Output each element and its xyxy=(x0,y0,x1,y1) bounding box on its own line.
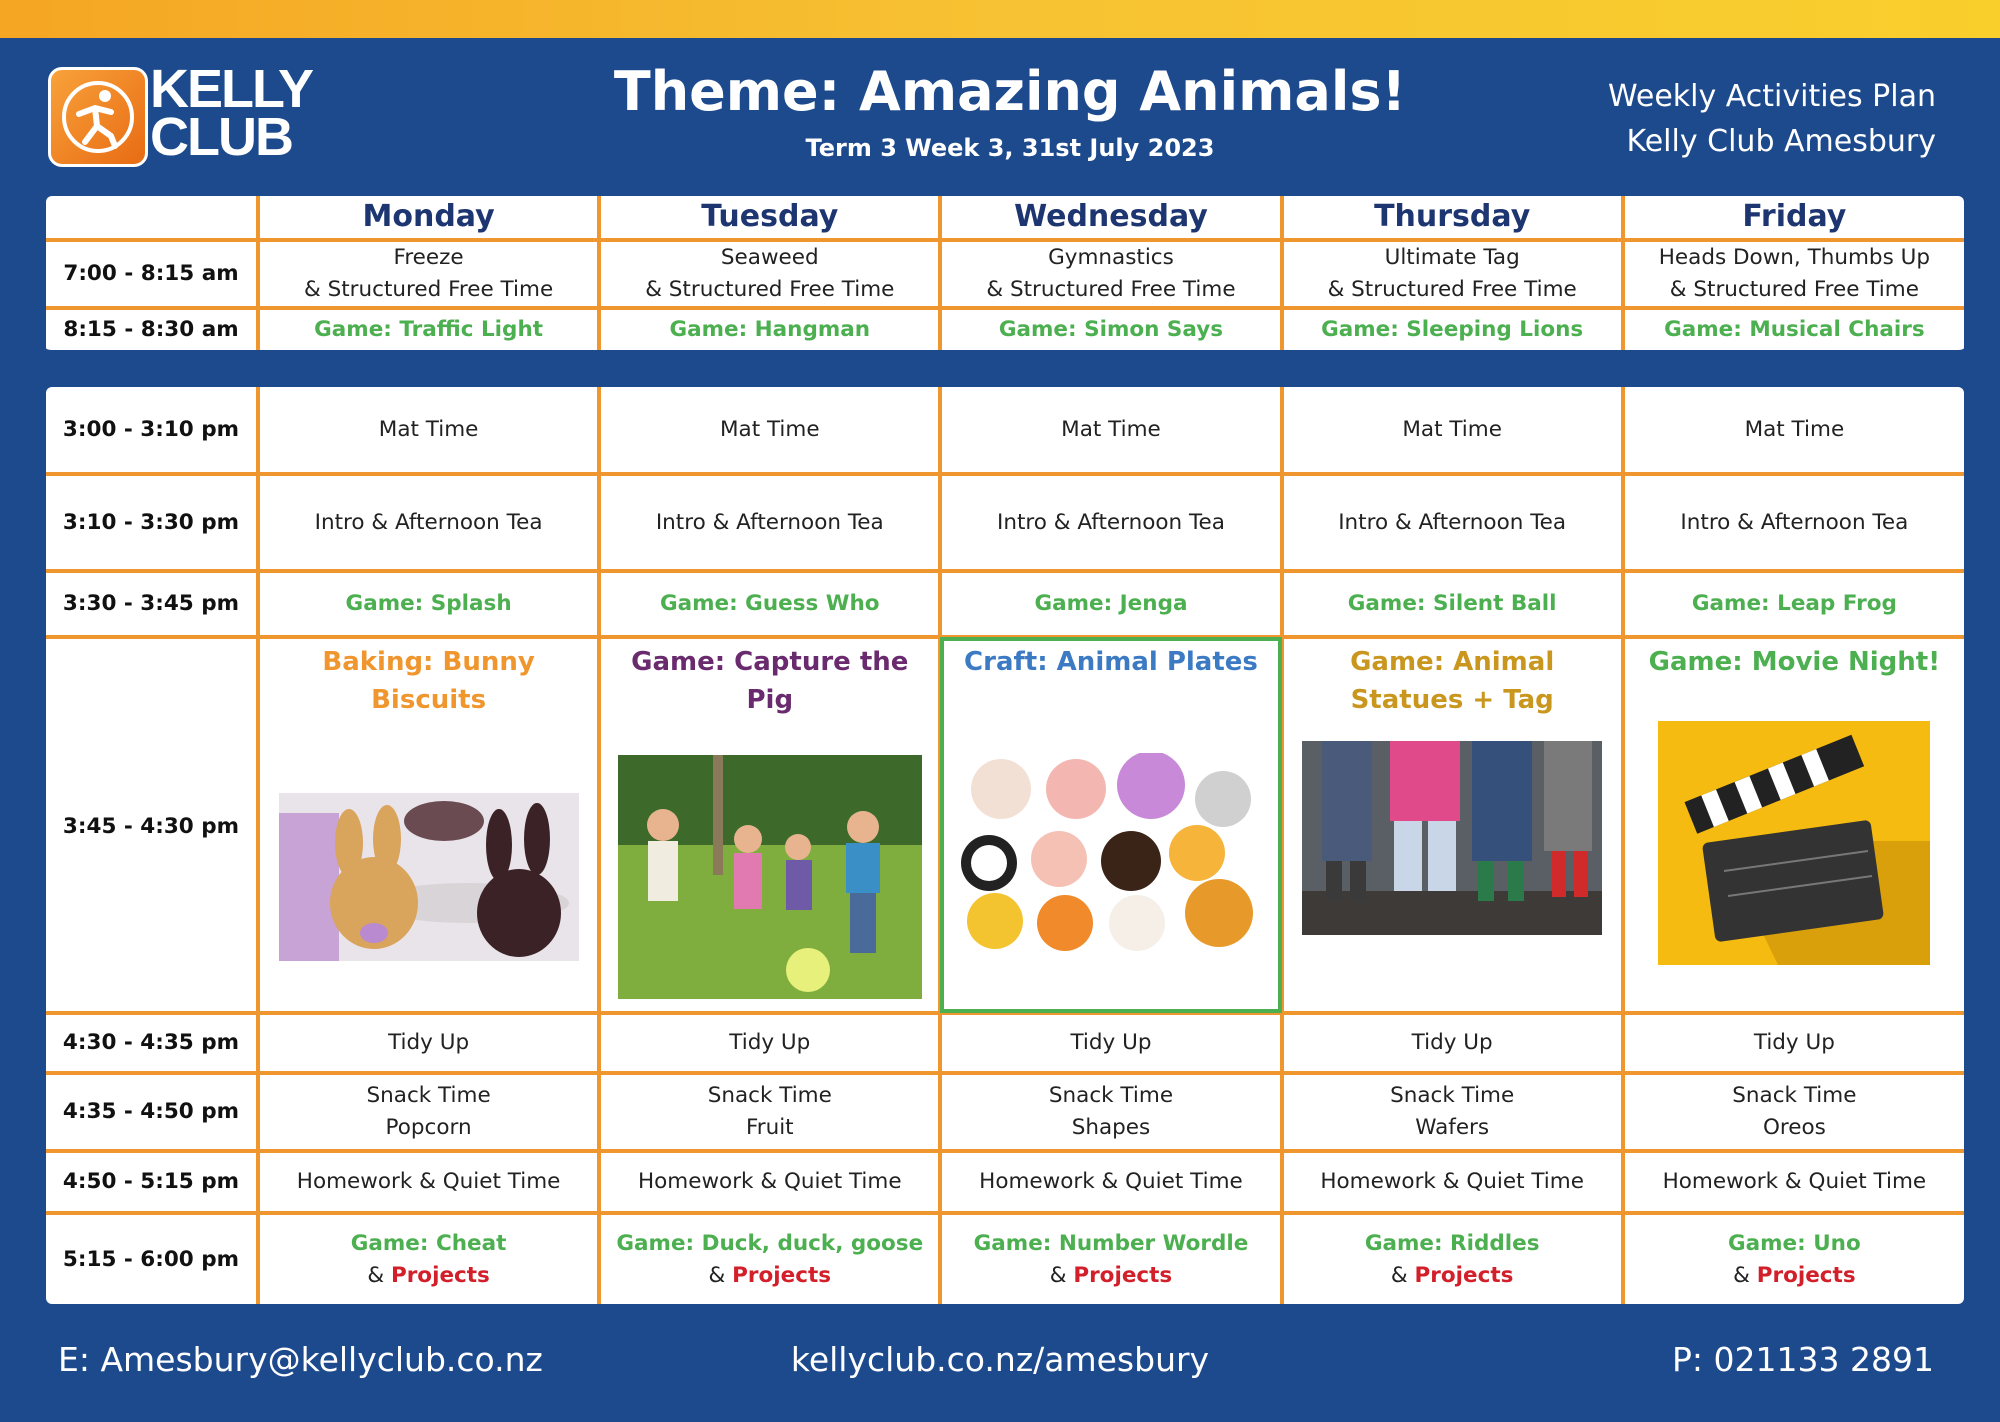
plan-name: Weekly Activities Plan xyxy=(1607,79,1936,114)
clapperboard-image xyxy=(1658,721,1930,965)
activity-cell: Ultimate Tag & Structured Free Time xyxy=(1282,240,1623,308)
activity-cell: Homework & Quiet Time xyxy=(258,1151,599,1213)
children-playing-image xyxy=(618,755,922,999)
activity-cell: Seaweed & Structured Free Time xyxy=(599,240,940,308)
feature-row xyxy=(46,637,1964,1013)
snack-cell: Snack Time Shapes xyxy=(940,1073,1281,1151)
activity-cell: Tidy Up xyxy=(1282,1013,1623,1073)
table-row xyxy=(46,387,1964,474)
snack-cell: Snack Time Oreos xyxy=(1623,1073,1964,1151)
game-cell: Game: Leap Frog xyxy=(1623,571,1964,637)
corner-cell xyxy=(46,196,258,240)
kids-in-boots-image xyxy=(1302,741,1602,935)
animal-plates-image xyxy=(961,753,1261,953)
time-slot: 3:30 - 3:45 pm xyxy=(46,571,258,637)
plan-info xyxy=(1608,74,1936,164)
feature-cell-monday xyxy=(258,637,599,1013)
time-slot: 3:00 - 3:10 pm xyxy=(62,416,240,442)
table-row xyxy=(46,1013,1964,1073)
day-tuesday: Tuesday xyxy=(599,196,940,240)
game-cell: Game: Silent Ball xyxy=(1282,571,1623,637)
time-slot: 8:15 - 8:30 am xyxy=(46,308,258,350)
activity-cell: Gymnastics & Structured Free Time xyxy=(940,240,1281,308)
feature-title: Baking: Bunny Biscuits xyxy=(322,647,535,715)
activity-cell: Homework & Quiet Time xyxy=(599,1151,940,1213)
activity-cell: Intro & Afternoon Tea xyxy=(258,474,599,571)
activity-cell: Intro & Afternoon Tea xyxy=(599,474,940,571)
activity-cell: Mat Time xyxy=(1282,387,1623,474)
time-slot: 3:45 - 4:30 pm xyxy=(46,637,258,1013)
activity-cell: Homework & Quiet Time xyxy=(1282,1151,1623,1213)
afternoon-schedule-table xyxy=(46,387,1964,1304)
feature-cell-thursday xyxy=(1282,637,1623,1013)
table-row xyxy=(46,1213,1964,1304)
day-thursday: Thursday xyxy=(1282,196,1623,240)
club-location: Kelly Club Amesbury xyxy=(1626,124,1936,159)
activity-cell: Intro & Afternoon Tea xyxy=(1282,474,1623,571)
feature-cell-tuesday xyxy=(599,637,940,1013)
feature-title: Game: Capture the Pig xyxy=(631,647,909,715)
activity-cell: Mat Time xyxy=(599,387,940,474)
table-row xyxy=(46,308,1964,350)
activity-cell: Intro & Afternoon Tea xyxy=(1623,474,1964,571)
game-cell: Game: Simon Says xyxy=(940,308,1281,350)
game-cell: Game: Musical Chairs xyxy=(1623,308,1964,350)
table-row xyxy=(46,571,1964,637)
logo-figure-icon xyxy=(48,67,148,167)
activity-cell: Homework & Quiet Time xyxy=(1623,1151,1964,1213)
game-cell: Game: Splash xyxy=(258,571,599,637)
activity-cell: Freeze & Structured Free Time xyxy=(258,240,599,308)
feature-title: Craft: Animal Plates xyxy=(964,647,1258,677)
time-slot: 4:30 - 4:35 pm xyxy=(46,1013,258,1073)
time-slot: 7:00 - 8:15 am xyxy=(46,240,258,308)
activity-cell: Mat Time xyxy=(940,387,1281,474)
day-monday: Monday xyxy=(258,196,599,240)
game-cell: Game: Jenga xyxy=(940,571,1281,637)
game-project-cell: Game: Number Wordle & Projects xyxy=(940,1213,1281,1304)
game-project-cell: Game: Cheat & Projects xyxy=(258,1213,599,1304)
table-row xyxy=(46,474,1964,571)
time-slot: 3:10 - 3:30 pm xyxy=(46,474,258,571)
page-title: Theme: Amazing Animals! xyxy=(613,60,1407,123)
website-link[interactable]: kellyclub.co.nz/amesbury xyxy=(790,1340,1210,1379)
feature-cell-friday xyxy=(1623,637,1964,1013)
snack-cell: Snack Time Wafers xyxy=(1282,1073,1623,1151)
activity-cell: Intro & Afternoon Tea xyxy=(940,474,1281,571)
top-accent-bar xyxy=(0,0,2000,38)
morning-schedule-table xyxy=(46,196,1964,354)
activity-cell: Tidy Up xyxy=(1623,1013,1964,1073)
activity-cell: Tidy Up xyxy=(599,1013,940,1073)
feature-title: Game: Animal Statues + Tag xyxy=(1350,647,1555,715)
table-row xyxy=(46,240,1964,308)
day-friday: Friday xyxy=(1623,196,1964,240)
activity-cell: Tidy Up xyxy=(940,1013,1281,1073)
game-cell: Game: Sleeping Lions xyxy=(1282,308,1623,350)
game-cell: Game: Guess Who xyxy=(599,571,940,637)
feature-title: Game: Movie Night! xyxy=(1648,647,1941,677)
time-slot: 4:50 - 5:15 pm xyxy=(46,1151,258,1213)
day-wednesday: Wednesday xyxy=(940,196,1281,240)
table-row xyxy=(46,1073,1964,1151)
game-project-cell: Game: Duck, duck, goose & Projects xyxy=(599,1213,940,1304)
day-header-row xyxy=(46,196,1964,240)
kelly-club-logo[interactable] xyxy=(48,59,313,171)
feature-cell-wednesday xyxy=(940,637,1281,1013)
bunny-biscuits-image xyxy=(279,793,579,961)
game-cell: Game: Hangman xyxy=(599,308,940,350)
snack-cell: Snack Time Fruit xyxy=(599,1073,940,1151)
page-subtitle: Term 3 Week 3, 31st July 2023 xyxy=(805,134,1215,162)
game-project-cell: Game: Riddles & Projects xyxy=(1282,1213,1623,1304)
activity-cell: Mat Time xyxy=(1623,387,1964,474)
game-cell: Game: Traffic Light xyxy=(258,308,599,350)
activity-cell: Heads Down, Thumbs Up & Structured Free Time xyxy=(1623,240,1964,308)
snack-cell: Snack Time Popcorn xyxy=(258,1073,599,1151)
activity-cell: Mat Time xyxy=(258,387,599,474)
contact-phone[interactable]: P: 021133 2891 xyxy=(1672,1340,1934,1379)
table-row xyxy=(46,1151,1964,1213)
contact-email[interactable]: E: Amesbury@kellyclub.co.nz xyxy=(58,1340,543,1379)
activity-cell: Tidy Up xyxy=(258,1013,599,1073)
logo-wordmark: KELLY CLUB xyxy=(150,59,313,167)
game-project-cell: Game: Uno & Projects xyxy=(1623,1213,1964,1304)
activity-cell: Homework & Quiet Time xyxy=(940,1151,1281,1213)
time-slot: 4:35 - 4:50 pm xyxy=(46,1073,258,1151)
time-slot: 5:15 - 6:00 pm xyxy=(46,1213,258,1304)
